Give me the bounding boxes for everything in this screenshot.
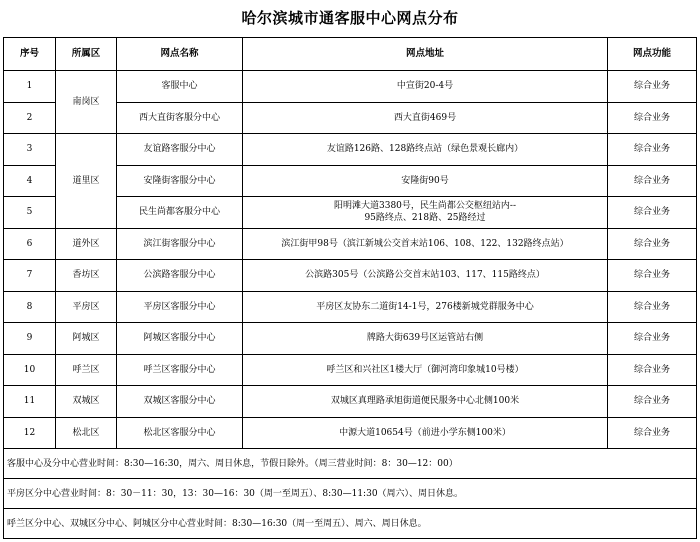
table-row: [4, 323, 697, 355]
note-row: [4, 449, 697, 479]
cell-address: 西大直街469号: [243, 102, 608, 134]
cell-district: 南岗区: [56, 71, 117, 134]
header-district: 所属区: [56, 38, 117, 71]
cell-name: 安隆街客服分中心: [117, 165, 243, 197]
table-row: [4, 71, 697, 103]
table-row: [4, 417, 697, 449]
cell-name: 友谊路客服分中心: [117, 134, 243, 166]
table-row: [4, 134, 697, 166]
cell-district: 平房区: [56, 291, 117, 323]
cell-no: 12: [4, 417, 56, 449]
cell-no: 10: [4, 354, 56, 386]
cell-address: 友谊路126路、128路终点站（绿色景观长廊内）: [243, 134, 608, 166]
cell-function: 综合业务: [608, 354, 697, 386]
note-row: [4, 479, 697, 509]
cell-name: 松北区客服分中心: [117, 417, 243, 449]
cell-function: 综合业务: [608, 71, 697, 103]
cell-no: 1: [4, 71, 56, 103]
cell-no: 9: [4, 323, 56, 355]
cell-district: 呼兰区: [56, 354, 117, 386]
cell-name: 双城区客服分中心: [117, 386, 243, 418]
cell-address: 安隆街90号: [243, 165, 608, 197]
cell-address: 中源大道10654号（前进小学东侧100米）: [243, 417, 608, 449]
cell-name: 客服中心: [117, 71, 243, 103]
cell-name: 公滨路客服分中心: [117, 260, 243, 292]
outlet-table: [3, 37, 697, 539]
cell-no: 8: [4, 291, 56, 323]
cell-function: 综合业务: [608, 417, 697, 449]
hours-note: 平房区分中心营业时间：8：30－11：30，13：30—16：30（周一至周五）、8:30—11:30（周六）、周日休息。: [4, 479, 697, 509]
table-header-row: [4, 38, 697, 71]
address-line: 阳明滩大道3380号，民生尚都公交枢纽站内--: [334, 201, 516, 212]
table-row: [4, 354, 697, 386]
cell-district: 道外区: [56, 228, 117, 260]
cell-function: 综合业务: [608, 134, 697, 166]
page-title: 哈尔滨城市通客服中心网点分布: [241, 9, 459, 27]
cell-district: 香坊区: [56, 260, 117, 292]
hours-note: 呼兰区分中心、双城区分中心、阿城区分中心营业时间：8:30—16:30（周一至周五）、周六、周日休息。: [4, 509, 697, 539]
cell-name: 民生尚都客服分中心: [117, 197, 243, 229]
cell-no: 3: [4, 134, 56, 166]
cell-function: 综合业务: [608, 323, 697, 355]
table-row: [4, 386, 697, 418]
hours-note: 客服中心及分中心营业时间：8:30—16:30，周六、周日休息，节假日除外。（周三营业时间：8：30—12：00）: [4, 449, 697, 479]
cell-district: 阿城区: [56, 323, 117, 355]
cell-address: 公滨路305号（公滨路公交首末站103、117、115路终点）: [243, 260, 608, 292]
cell-address: 平房区友协东二道街14-1号，276楼新城党群服务中心: [243, 291, 608, 323]
note-row: [4, 509, 697, 539]
cell-no: 11: [4, 386, 56, 418]
header-address: 网点地址: [243, 38, 608, 71]
cell-district: 道里区: [56, 134, 117, 229]
cell-no: 6: [4, 228, 56, 260]
cell-name: 平房区客服分中心: [117, 291, 243, 323]
table-row: [4, 260, 697, 292]
header-function: 网点功能: [608, 38, 697, 71]
cell-function: 综合业务: [608, 228, 697, 260]
cell-district: 双城区: [56, 386, 117, 418]
cell-function: 综合业务: [608, 102, 697, 134]
cell-address: 滨江街甲98号（滨江新城公交首末站106、108、122、132路终点站）: [243, 228, 608, 260]
cell-function: 综合业务: [608, 197, 697, 229]
cell-function: 综合业务: [608, 386, 697, 418]
cell-function: 综合业务: [608, 291, 697, 323]
header-name: 网点名称: [117, 38, 243, 71]
cell-no: 7: [4, 260, 56, 292]
cell-function: 综合业务: [608, 260, 697, 292]
address-line: 95路终点、218路、25路经过: [364, 213, 486, 224]
header-no: 序号: [4, 38, 56, 71]
cell-name: 西大直街客服分中心: [117, 102, 243, 134]
cell-address: [243, 197, 608, 229]
cell-address: 双城区真理路承旭街道便民服务中心北侧100米: [243, 386, 608, 418]
cell-no: 5: [4, 197, 56, 229]
cell-address: 牌路大街639号区运管站右侧: [243, 323, 608, 355]
cell-address: 呼兰区和兴社区1楼大厅（御河湾印象城10号楼）: [243, 354, 608, 386]
cell-name: 滨江街客服分中心: [117, 228, 243, 260]
cell-district: 松北区: [56, 417, 117, 449]
cell-name: 呼兰区客服分中心: [117, 354, 243, 386]
table-row: [4, 228, 697, 260]
cell-name: 阿城区客服分中心: [117, 323, 243, 355]
cell-function: 综合业务: [608, 165, 697, 197]
cell-no: 4: [4, 165, 56, 197]
table-row: [4, 291, 697, 323]
cell-address: 中宣街20-4号: [243, 71, 608, 103]
cell-no: 2: [4, 102, 56, 134]
